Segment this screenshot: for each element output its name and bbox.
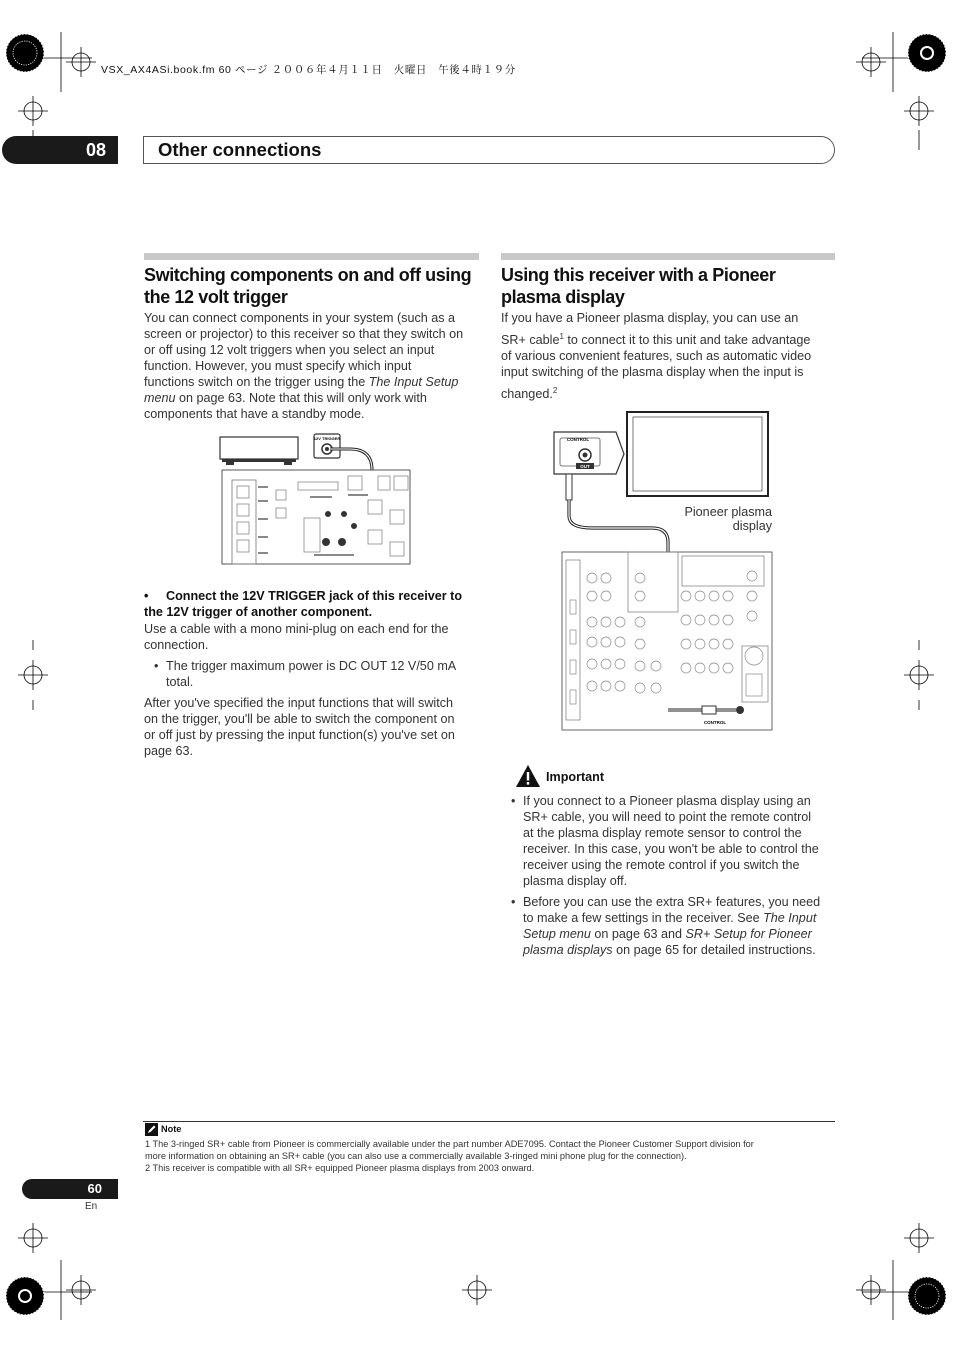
left-title-line2: the 12 volt trigger <box>144 287 288 307</box>
right-intro-paragraph <box>501 310 837 402</box>
note-rule <box>143 1121 835 1122</box>
plasma-label-line: display <box>732 519 772 533</box>
plasma-connection-diagram <box>552 410 774 732</box>
intro-line: function. However, you must specify which input <box>144 359 412 373</box>
diagram-jack-label: 12V TRIGGER <box>313 436 341 441</box>
step-line: the 12V trigger of another component. <box>144 605 373 619</box>
after-line: page 63. <box>144 744 194 758</box>
item-text: to make a few settings in the receiver. See <box>523 911 764 925</box>
item-line: If you connect to a Pioneer plasma display using an <box>523 794 811 808</box>
intro-text: functions switch on the trigger using the <box>144 375 369 389</box>
trigger-connection-diagram <box>218 430 412 565</box>
item-line: Before you can use the extra SR+ features, you need <box>523 895 821 909</box>
diagram-receiver-control-label: CONTROL <box>703 720 727 725</box>
intro-line: of various convenient features, such as automatic video <box>501 349 812 364</box>
menu-reference: SR+ Setup for Pioneer <box>685 927 812 941</box>
after-line: on the trigger, you'll be able to switch the component on <box>144 712 455 726</box>
intro-text: changed. <box>501 387 553 402</box>
sub-line: total. <box>166 675 194 689</box>
left-intro-paragraph <box>144 310 484 422</box>
intro-text: on page 63. Note that this will only work with <box>175 391 427 405</box>
desc-line: connection. <box>144 638 209 652</box>
menu-reference: The Input <box>763 911 817 925</box>
right-section-title <box>501 264 841 308</box>
item-line: SR+ cable, you will need to point the remote control <box>523 810 812 824</box>
after-line: After you've specified the input functions that will switch <box>144 696 454 710</box>
note-label: Note <box>161 1124 182 1134</box>
menu-reference: plasma displays <box>523 943 613 957</box>
chapter-number-badge: 08 <box>2 136 118 164</box>
footnote-ref: 1 <box>559 332 564 341</box>
menu-reference: Setup menu <box>523 927 591 941</box>
important-item <box>501 793 837 889</box>
intro-line: screen or projector) to this receiver so that they switch on <box>144 327 464 341</box>
intro-line <box>144 374 484 390</box>
after-line: or off just by pressing the input function(s) you've set on <box>144 728 455 742</box>
section-rule-right <box>501 253 835 260</box>
step-bullet: • <box>144 589 149 603</box>
intro-line: If you have a Pioneer plasma display, you can use an <box>501 311 799 325</box>
intro-line <box>144 390 484 406</box>
important-label: Important <box>546 770 605 784</box>
footnote-ref: 2 <box>552 386 558 396</box>
footnotes <box>145 1138 835 1174</box>
item-line: receiver using the remote control if you switch the <box>523 858 800 872</box>
right-title-line2: plasma display <box>501 287 625 307</box>
menu-reference: menu <box>144 391 176 405</box>
item-line: at the plasma display remote sensor to control the <box>523 826 802 840</box>
note-icon <box>145 1123 158 1136</box>
item-text: on page 63 and <box>590 927 686 941</box>
footnote-line: 1 The 3-ringed SR+ cable from Pioneer is commercially available under the part number ADE7095. Contact the Pioneer Customer Support division for <box>145 1139 754 1149</box>
left-title-line1: Switching components on and off using <box>144 265 472 285</box>
step-heading <box>144 588 484 620</box>
plasma-display-label <box>640 505 772 533</box>
intro-line <box>501 383 837 402</box>
after-paragraph <box>144 695 484 759</box>
desc-line: Use a cable with a mono mini-plug on each end for the <box>144 622 449 636</box>
plasma-label-line: Pioneer plasma <box>684 505 772 519</box>
footnote-line: more information on obtaining an SR+ cable (you can also use a commercially available 3-ringed mini phone plug for the connection). <box>145 1151 687 1161</box>
intro-text: SR+ cable <box>501 333 560 348</box>
menu-reference: The Input Setup <box>368 375 459 389</box>
chapter-title: Other connections <box>158 139 322 160</box>
step-description <box>144 621 484 653</box>
bullet: • <box>154 659 159 673</box>
important-item <box>501 894 837 958</box>
file-info: VSX_AX4ASi.book.fm 60 ページ ２００６年４月１１日 火曜日 午後４時１９分 <box>101 64 516 76</box>
intro-line: You can connect components in your system (such as a <box>144 311 456 325</box>
page-number: 60 <box>22 1179 118 1199</box>
item-text: on page 65 for detailed instructions. <box>612 943 816 957</box>
diagram-control-label: CONTROL <box>566 437 590 442</box>
intro-line: input switching of the plasma display when the input is <box>501 365 804 380</box>
intro-line: or off using 12 volt triggers when you select an input <box>144 343 435 357</box>
bullet: • <box>511 895 516 909</box>
left-section-title <box>144 264 484 308</box>
intro-line: components that have a standby mode. <box>144 407 365 421</box>
bullet: • <box>511 794 516 808</box>
diagram-out-label: OUT <box>580 464 590 469</box>
important-list <box>501 793 837 958</box>
intro-text: to connect it to this unit and take advantage <box>563 333 811 348</box>
right-title-line1: Using this receiver with a Pioneer <box>501 265 776 285</box>
item-line: plasma display off. <box>523 874 628 888</box>
language-code: En <box>85 1201 98 1212</box>
warning-icon <box>515 764 541 788</box>
step-line: Connect the 12V TRIGGER jack of this receiver to <box>166 589 463 603</box>
item-line: receiver. In this case, you won't be able to control the <box>523 842 819 856</box>
sub-bullet <box>144 658 484 690</box>
intro-line <box>501 329 837 348</box>
section-rule-left <box>144 253 479 260</box>
sub-line: The trigger maximum power is DC OUT 12 V/50 mA <box>166 659 457 673</box>
footnote-line: 2 This receiver is compatible with all SR+ equipped Pioneer plasma displays from 2003 onward. <box>145 1163 535 1173</box>
